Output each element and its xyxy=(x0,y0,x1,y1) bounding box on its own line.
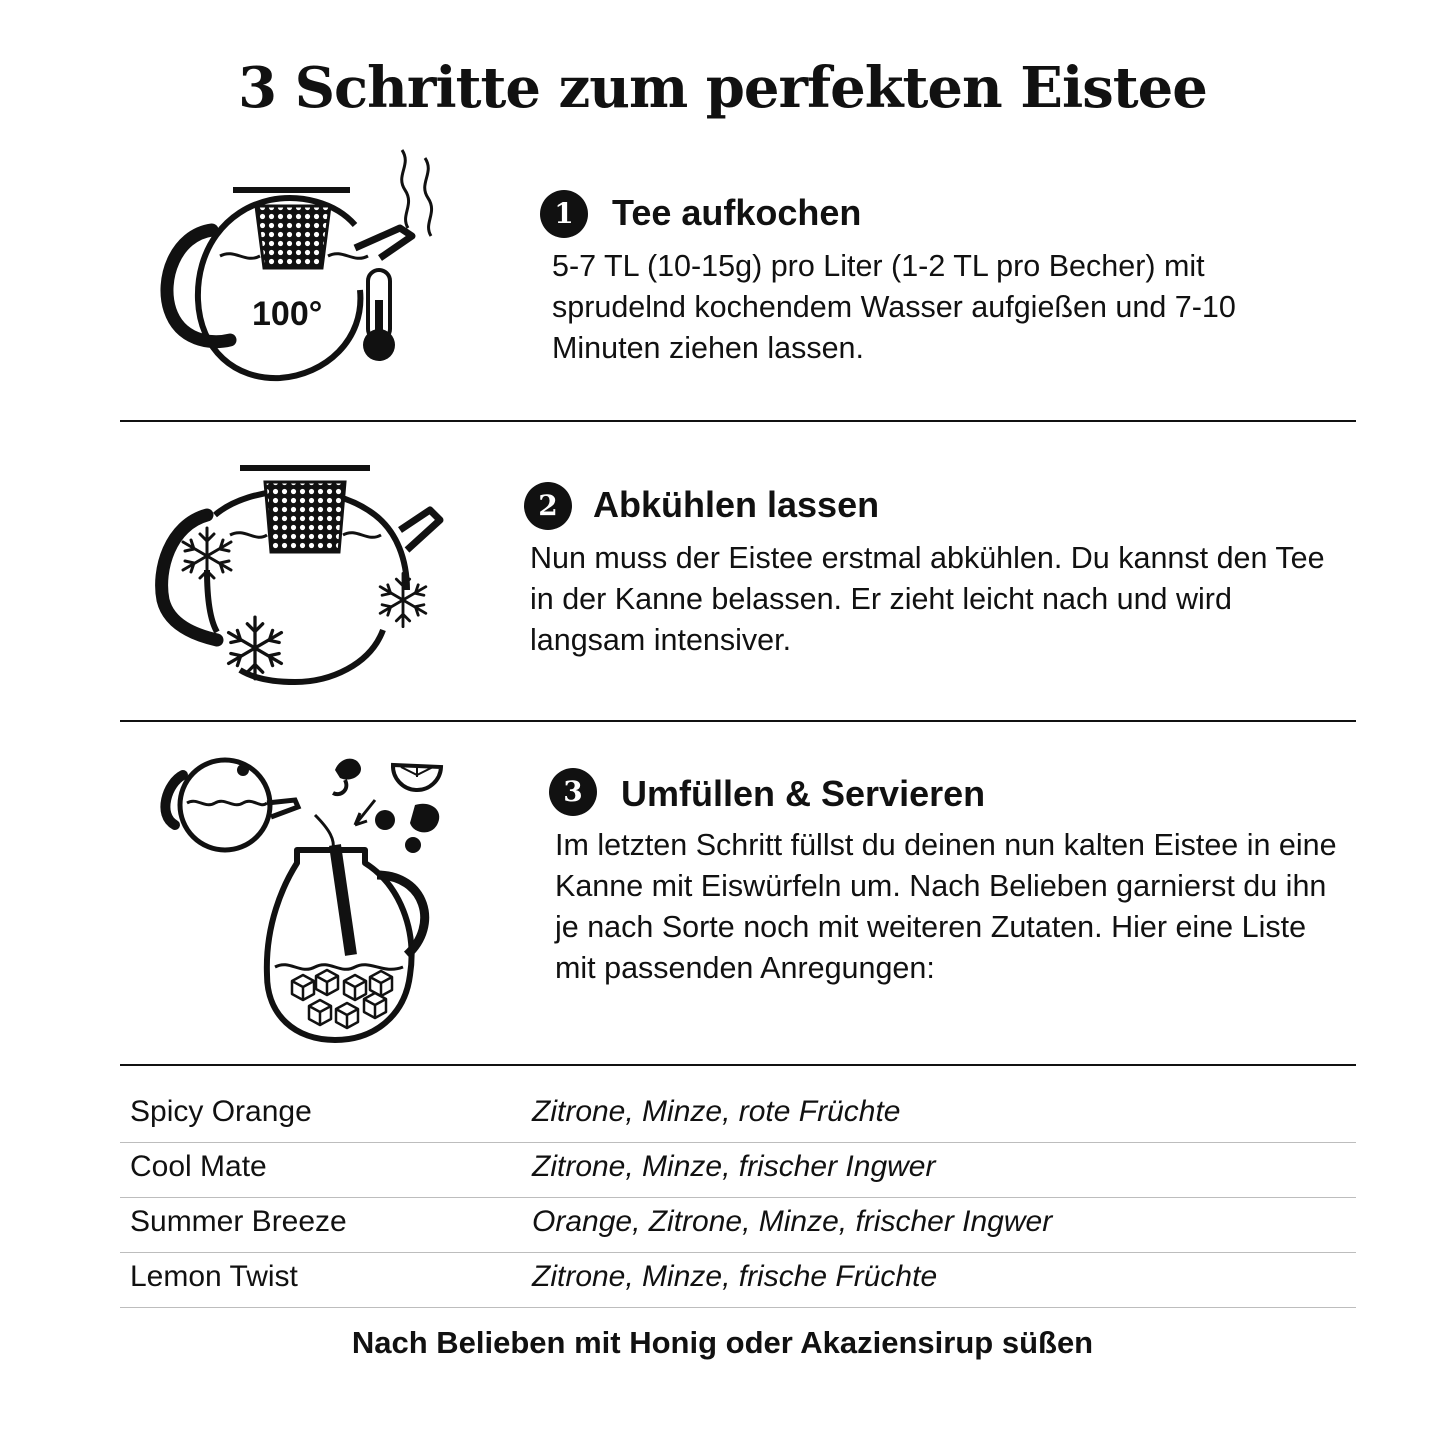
garnish-list: Orange, Zitrone, Minze, frischer Ingwer xyxy=(532,1205,1053,1238)
step-number-2: 2 xyxy=(524,482,572,530)
table-row xyxy=(120,1198,1356,1253)
sweetening-note: Nach Belieben mit Honig oder Akaziensirup süßen xyxy=(351,1325,1094,1360)
step-heading-2: Abkühlen lassen xyxy=(593,484,880,525)
step-heading-1: Tee aufkochen xyxy=(612,192,862,233)
step-number-1: 1 xyxy=(540,190,588,238)
step-heading-3: Umfüllen & Servieren xyxy=(621,773,986,814)
temperature-label: 100° xyxy=(252,295,323,333)
step-2 xyxy=(0,450,1445,710)
tea-name: Cool Mate xyxy=(130,1150,267,1183)
garnish-list: Zitrone, Minze, rote Früchte xyxy=(532,1095,901,1128)
tea-name: Spicy Orange xyxy=(130,1095,312,1128)
thermometer-icon xyxy=(363,270,395,361)
tea-name: Summer Breeze xyxy=(130,1205,347,1238)
tea-name: Lemon Twist xyxy=(130,1260,298,1293)
teapot-kettle-icon xyxy=(150,140,450,400)
table-row xyxy=(120,1143,1356,1198)
step-1 xyxy=(0,140,1445,420)
step-body-3: Im letzten Schritt füllst du deinen nun kalten Eistee in eine Kanne mit Eiswürfeln um. Nach Belieben garnierst du ihn je nach Sorte noch mit weiteren Zutaten. Hier eine Liste mit passenden Anregungen: xyxy=(555,828,1337,985)
garnish-list: Zitrone, Minze, frische Früchte xyxy=(532,1260,938,1293)
teapot-snowflake-icon xyxy=(145,460,445,700)
table-row xyxy=(120,1253,1356,1308)
divider xyxy=(120,420,1356,422)
table-row xyxy=(120,1088,1356,1143)
step-number-3: 3 xyxy=(549,768,597,816)
divider xyxy=(120,720,1356,722)
page-title: 3 Schritte zum perfekten Eistee xyxy=(238,55,1207,121)
step-body-2: Nun muss der Eistee erstmal abkühlen. Du kannst den Tee in der Kanne belassen. Er zieht leicht nach und wird langsam intensiver. xyxy=(530,541,1325,657)
teapot-pitcher-icon xyxy=(155,745,455,1045)
garnish-list: Zitrone, Minze, frischer Ingwer xyxy=(532,1150,936,1183)
step-3 xyxy=(0,745,1445,1055)
step-body-1: 5-7 TL (10-15g) pro Liter (1-2 TL pro Becher) mit sprudelnd kochendem Wasser aufgießen und 7-10 Minuten ziehen lassen. xyxy=(552,249,1236,365)
divider xyxy=(120,1064,1356,1066)
pairings-table xyxy=(120,1088,1356,1308)
